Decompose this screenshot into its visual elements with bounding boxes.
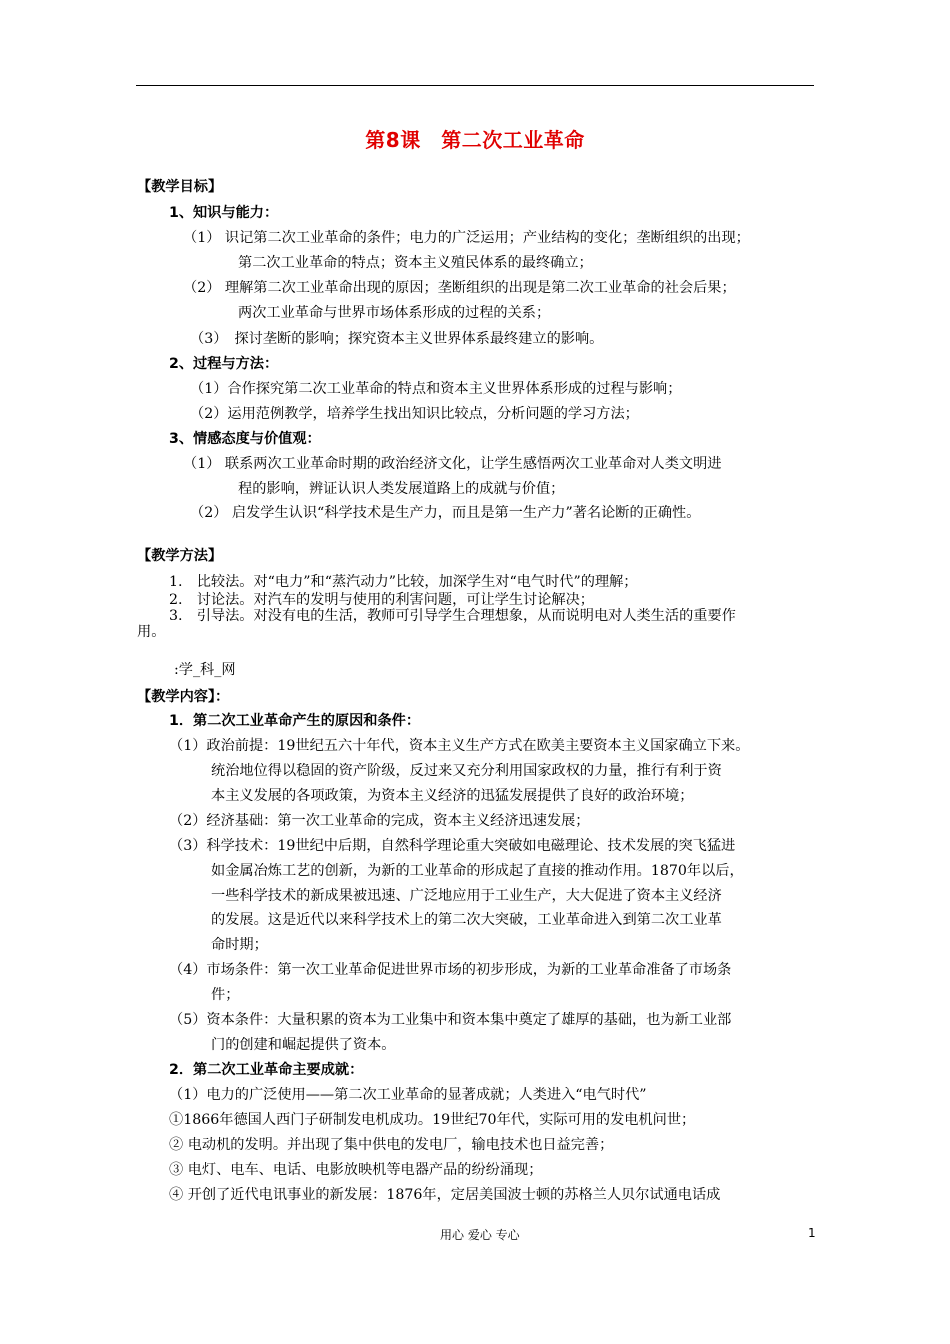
text-line: ④ 开创了近代电讯事业的新发展：1876年，定居美国波士顿的苏格兰人贝尔试通电话成 (169, 1187, 721, 1203)
text-line: （4）市场条件：第一次工业革命促进世界市场的初步形成，为新的工业革命准备了市场条 (169, 962, 732, 978)
text-line: （2） 理解第二次工业革命出现的原因；垄断组织的出现是第二次工业革命的社会后果； (183, 280, 736, 296)
text-line: 用。 (137, 624, 166, 640)
text-line: 【教学内容】： (137, 689, 230, 705)
text-line: （2）运用范例教学，培养学生找出知识比较点，分析问题的学习方法； (190, 406, 639, 422)
header-rule (136, 85, 814, 86)
text-line: （1）电力的广泛使用——第二次工业革命的显著成就；人类进入“电气时代” (169, 1087, 647, 1103)
text-line: 程的影响，辨证认识人类发展道路上的成就与价值； (238, 481, 565, 497)
text-line: 如金属冶炼工艺的创新，为新的工业革命的形成起了直接的推动作用。1870年以后， (211, 863, 744, 879)
text-line: （1）合作探究第二次工业革命的特点和资本主义世界体系形成的过程与影响； (190, 381, 682, 397)
text-line: ② 电动机的发明。并出现了集中供电的发电厂，输电技术也日益完善； (169, 1137, 614, 1153)
text-line: 命时期； (211, 937, 268, 953)
text-line: 第二次工业革命的特点；资本主义殖民体系的最终确立； (238, 255, 593, 271)
text-line: 的发展。这是近代以来科学技术上的第二次大突破，工业革命进入到第二次工业革 (211, 912, 722, 928)
text-line: （5）资本条件：大量积累的资本为工业集中和资本集中奠定了雄厚的基础，也为新工业部 (169, 1012, 732, 1028)
text-line: （1） 识记第二次工业革命的条件；电力的广泛运用；产业结构的变化；垄断组织的出现； (183, 230, 750, 246)
text-line: 本主义发展的各项政策，为资本主义经济的迅猛发展提供了良好的政治环境； (211, 788, 694, 804)
text-line: （1） 联系两次工业革命时期的政治经济文化，让学生感悟两次工业革命对人类文明进 (183, 456, 722, 472)
text-line: :学_科_网 (174, 662, 236, 678)
text-line: 2．第二次工业革命主要成就： (169, 1062, 364, 1078)
text-line: 门的创建和崛起提供了资本。 (211, 1037, 396, 1053)
text-line: （1）政治前提：19世纪五六十年代，资本主义生产方式在欧美主要资本主义国家确立下来。 (169, 738, 750, 754)
text-line: 一些科学技术的新成果被迅速、广泛地应用于工业生产，大大促进了资本主义经济 (211, 888, 722, 904)
text-line: 统治地位得以稳固的资产阶级，反过来又充分利用国家政权的力量，推行有利于资 (211, 763, 722, 779)
text-line: 1. 比较法。对“电力”和“蒸汽动力”比较，加深学生对“电气时代”的理解； (169, 574, 638, 590)
text-line: 3. 引导法。对没有电的生活，教师可引导学生合理想象，从而说明电对人类生活的重要作 (169, 608, 736, 624)
text-line: 两次工业革命与世界市场体系形成的过程的关系； (238, 305, 551, 321)
text-line: 2、过程与方法： (169, 356, 279, 372)
text-line: 3、情感态度与价值观： (169, 431, 321, 447)
text-line: （3）科学技术：19世纪中后期，自然科学理论重大突破如电磁理论、技术发展的突飞猛进 (169, 838, 736, 854)
text-line: 1．第二次工业革命产生的原因和条件： (169, 713, 421, 729)
page-number: 1 (808, 1226, 816, 1240)
text-line: ①1866年德国人西门子研制发电机成功。19世纪70年代，实际可用的发电机问世； (169, 1112, 696, 1128)
text-line: 【教学目标】 (137, 179, 223, 195)
text-line: （3） 探讨垄断的影响；探究资本主义世界体系最终建立的影响。 (190, 331, 604, 347)
text-line: （2）经济基础：第一次工业革命的完成，资本主义经济迅速发展； (169, 813, 590, 829)
page-title: 第8课 第二次工业革命 (365, 128, 585, 152)
text-line: 2. 讨论法。对汽车的发明与使用的利害问题，可让学生讨论解决； (169, 592, 594, 608)
text-line: ③ 电灯、电车、电话、电影放映机等电器产品的纷纷涌现； (169, 1162, 543, 1178)
footer-text: 用心 爱心 专心 (440, 1228, 520, 1242)
text-line: 1、知识与能力： (169, 205, 279, 221)
text-line: （2） 启发学生认识“科学技术是生产力，而且是第一生产力”著名论断的正确性。 (190, 505, 701, 521)
text-line: 件； (211, 987, 240, 1003)
text-line: 【教学方法】 (137, 548, 223, 564)
